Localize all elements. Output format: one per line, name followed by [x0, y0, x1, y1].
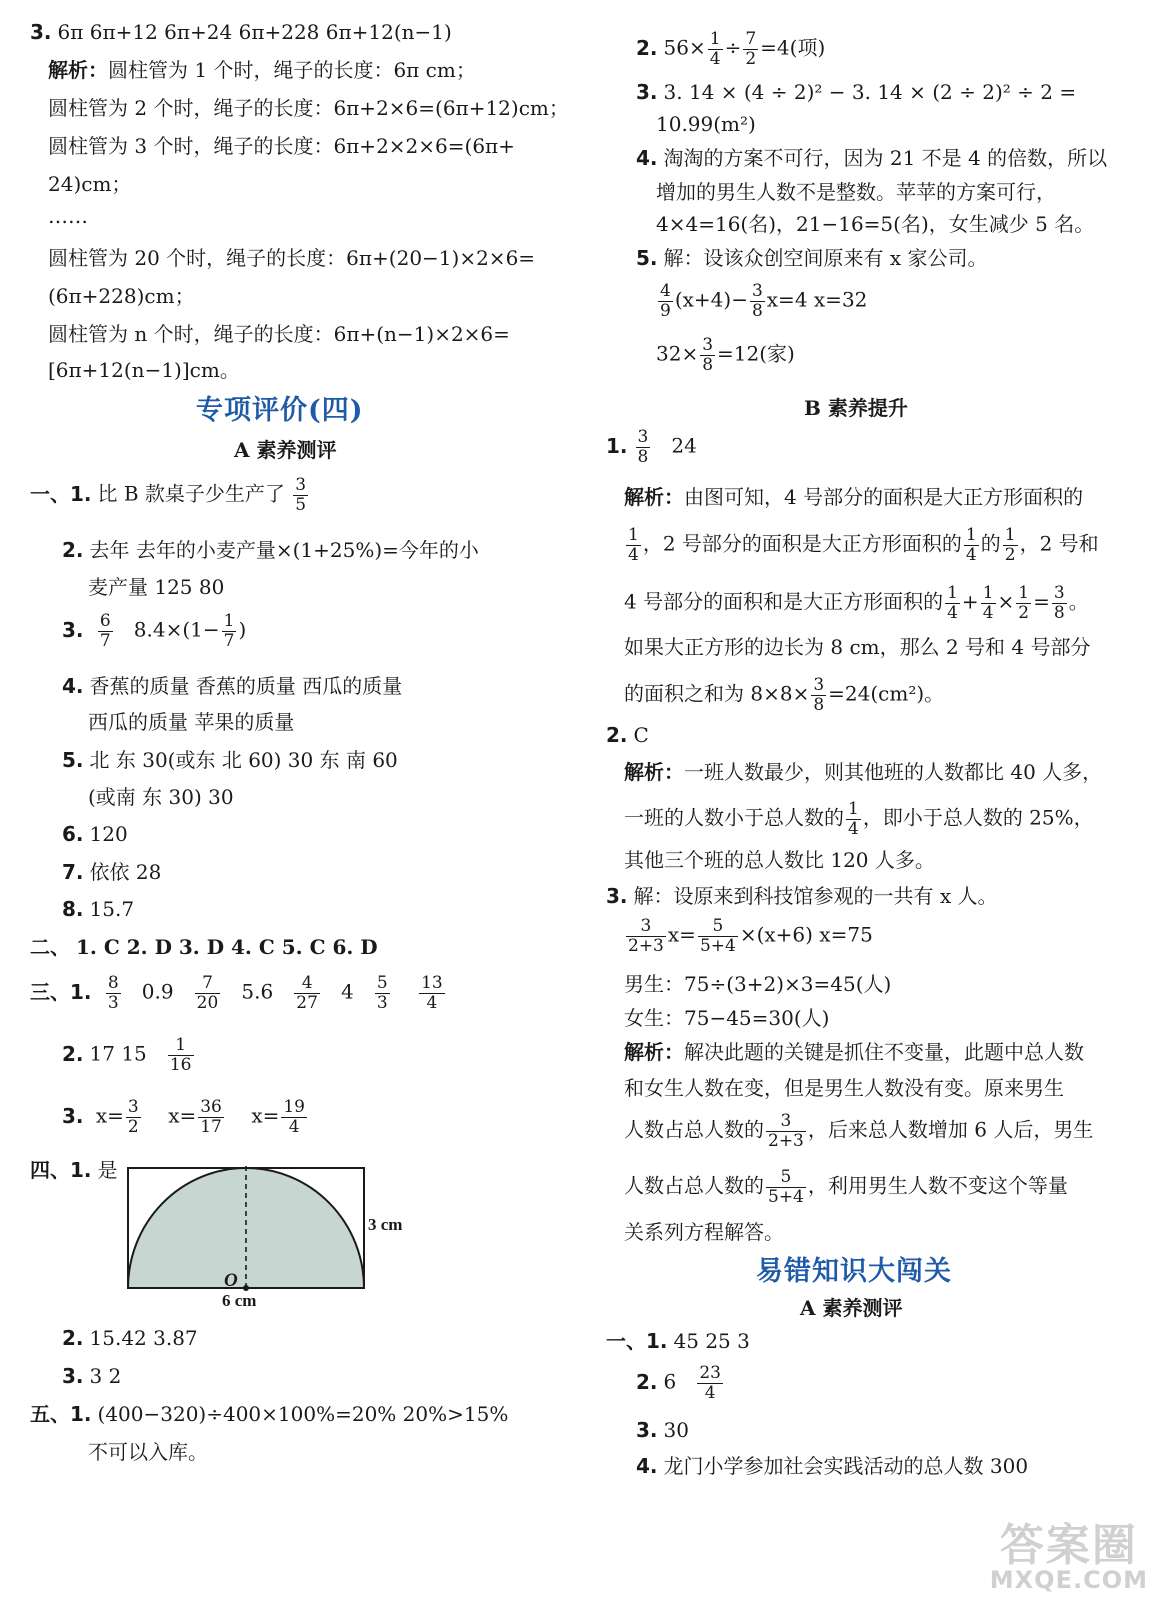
fraction: $\frac{1}{4}$ — [982, 583, 994, 623]
rb-q3-girls: 女生：75−45=30(人) — [624, 1006, 830, 1030]
rb-q3-analysis-3: 人数占总人数的 $\frac{3}{2+3}$ ，后来总人数增加 6 人后，男生 — [624, 1111, 1094, 1151]
part4-q1: 四、1. 是 — [30, 1158, 118, 1182]
fraction: $\frac{3}{5}$ — [295, 475, 307, 515]
fraction: $\frac{5}{5+4}$ — [699, 916, 736, 956]
part2-answers: 二、 1. C 2. D 3. D 4. C 5. C 6. D — [30, 935, 378, 959]
watermark-title: 答案圈 — [999, 1520, 1138, 1571]
fraction: $\frac{3}{8}$ — [1053, 583, 1065, 623]
fraction: $\frac{36}{17}$ — [200, 1097, 222, 1137]
fraction: $\frac{3}{8}$ — [637, 427, 649, 467]
rb-q1-analysis-3: 4 号部分的面积和是大正方形面积的 $\frac{1}{4}$ + $\frac{1}{4}$ × $\frac{1}{2}$ = $\frac{3}{8}$ 。 — [624, 583, 1089, 623]
part1-q5-line1: 5. 北 东 30(或东 北 60) 30 东 南 60 — [62, 748, 398, 772]
r-q3-line1: 3. 3. 14 × (4 ÷ 2)² − 3. 14 × (2 ÷ 2)² ÷ 2 = — [636, 80, 1077, 104]
rb-q1-analysis-4: 如果大正方形的边长为 8 cm，那么 2 号和 4 号部分 — [624, 635, 1091, 659]
part1-q1: 一、1. 比 B 款桌子少生产了 $\frac{3}{5}$ — [30, 475, 307, 515]
semicircle-figure — [110, 1160, 420, 1310]
rb-q3-analysis-4: 人数占总人数的 $\frac{5}{5+4}$ ，利用男生人数不变这个等量 — [624, 1167, 1068, 1207]
part3-q1: 三、1. $\frac{8}{3}$ 0.9 $\frac{7}{20}$ 5.6 $\frac{4}{27}$ 4 $\frac{5}{3}$ $\frac{13}{4}$ — [30, 973, 443, 1013]
rb-q1-analysis-5: 的面积之和为 8×8× $\frac{3}{8}$ =24(cm²)。 — [624, 675, 945, 715]
r-q5: 5. 解：设该众创空间原来有 x 家公司。 — [636, 246, 988, 270]
part1-q6: 6. 120 — [62, 822, 128, 846]
s-q1: 一、1. 45 25 3 — [606, 1329, 750, 1353]
r-q4-line3: 4×4=16(名)，21−16=5(名)，女生减少 5 名。 — [656, 212, 1095, 236]
q3-analysis-4: 24)cm； — [48, 172, 132, 196]
rb-q3-analysis-2: 和女生人数在变，但是男生人数没有变。原来男生 — [624, 1076, 1064, 1100]
part1-q4-line1: 4. 香蕉的质量 香蕉的质量 西瓜的质量 — [62, 674, 403, 698]
part1-q3: 3. $\frac{6}{7}$ 8.4×(1− $\frac{1}{7}$ ) — [62, 611, 247, 651]
q3-analysis-7: (6π+228)cm； — [48, 284, 195, 308]
fraction: $\frac{1}{4}$ — [947, 583, 958, 623]
q3-analysis-3: 圆柱管为 3 个时，绳子的长度：6π+2×2×6=(6π+ — [48, 134, 515, 158]
rb-q3-analysis-1: 解析：解决此题的关键是抓住不变量，此题中总人数 — [624, 1040, 1084, 1064]
b-subtitle: B 素养提升 — [804, 396, 908, 420]
figure-label-width: 6 cm — [222, 1291, 257, 1310]
fraction: $\frac{1}{4}$ — [965, 525, 977, 565]
q3-analysis-8: 圆柱管为 n 个时，绳子的长度：6π+(n−1)×2×6= — [48, 322, 510, 346]
part1-q4-line2: 西瓜的质量 苹果的质量 — [88, 710, 295, 734]
rb-q3: 3. 解：设原来到科技馆参观的一共有 x 人。 — [606, 884, 998, 908]
fraction: $\frac{4}{27}$ — [296, 973, 318, 1013]
a2-subtitle: A 素养测评 — [800, 1296, 903, 1320]
r-q2: 2. 56× $\frac{1}{4}$ ÷ $\frac{7}{2}$ =4(项) — [636, 29, 826, 69]
fraction: $\frac{1}{7}$ — [223, 611, 235, 651]
fraction: $\frac{6}{7}$ — [99, 611, 111, 651]
part1-q5-line2: (或南 东 30) 30 — [88, 785, 234, 809]
r-q4-line2: 增加的男生人数不是整数。苹苹的方案可行， — [656, 180, 1056, 204]
s-q2: 2. 6 $\frac{23}{4}$ — [636, 1363, 721, 1403]
fraction: $\frac{1}{4}$ — [628, 525, 639, 565]
rb-q2-analysis-1: 解析：一班人数最少，则其他班的人数都比 40 人多， — [624, 760, 1103, 784]
fraction: $\frac{3}{8}$ — [751, 281, 763, 321]
fraction: $\frac{3}{2+3}$ — [768, 1111, 804, 1151]
fraction: $\frac{1}{2}$ — [1004, 525, 1016, 565]
part5-q1-line2: 不可以入库。 — [88, 1440, 208, 1464]
r-q5-equation: $\frac{4}{9}$ (x+4)− $\frac{3}{8}$ x=4 x=32 — [660, 281, 868, 321]
fraction: $\frac{3}{2+3}$ — [628, 916, 664, 956]
fraction: $\frac{7}{2}$ — [745, 29, 757, 69]
fraction: $\frac{4}{9}$ — [660, 281, 671, 321]
rb-q1-analysis-1: 解析：由图可知，4 号部分的面积是大正方形面积的 — [624, 485, 1084, 509]
watermark — [989, 1520, 1148, 1594]
part1-q7: 7. 依依 28 — [62, 860, 162, 884]
fraction: $\frac{5}{5+4}$ — [768, 1167, 804, 1207]
fraction: $\frac{1}{16}$ — [169, 1035, 192, 1075]
part4-q2: 2. 15.42 3.87 — [62, 1326, 198, 1350]
q3-analysis-9: [6π+12(n−1)]cm。 — [48, 358, 240, 382]
fraction: $\frac{3}{8}$ — [702, 335, 714, 375]
fraction: $\frac{19}{4}$ — [283, 1097, 305, 1137]
q3-answer: 3. 6π 6π+12 6π+24 6π+228 6π+12(n−1) — [30, 20, 452, 44]
rb-q2-analysis-3: 其他三个班的总人数比 120 人多。 — [624, 848, 935, 872]
rb-q3-boys: 男生：75÷(3+2)×3=45(人) — [624, 972, 892, 996]
q3-analysis-2: 圆柱管为 2 个时，绳子的长度：6π+2×6=(6π+12)cm； — [48, 96, 569, 120]
part4-q3: 3. 3 2 — [62, 1364, 122, 1388]
part1-q8: 8. 15.7 — [62, 897, 135, 921]
s-q4: 4. 龙门小学参加社会实践活动的总人数 300 — [636, 1454, 1029, 1478]
part1-q2-line1: 2. 去年 去年的小麦产量×(1+25%)=今年的小 — [62, 538, 479, 562]
fraction: $\frac{1}{2}$ — [1018, 583, 1030, 623]
fraction: $\frac{23}{4}$ — [699, 1363, 721, 1403]
figure-label-height: 3 cm — [368, 1215, 403, 1234]
fraction: $\frac{5}{3}$ — [376, 973, 388, 1013]
part5-q1-line1: 五、1. (400−320)÷400×100%=20% 20%>15% — [30, 1402, 509, 1426]
fraction: $\frac{3}{8}$ — [813, 675, 825, 715]
section2-title: 易错知识大闯关 — [756, 1256, 952, 1287]
r-q3-line2: 10.99(m²) — [656, 112, 756, 136]
part1-q2-line2: 麦产量 125 80 — [88, 575, 225, 599]
figure-label-o: O — [224, 1270, 238, 1291]
part3-q2: 2. 17 15 $\frac{1}{16}$ — [62, 1035, 192, 1075]
section-title: 专项评价(四) — [196, 395, 364, 426]
rb-q2: 2. C — [606, 723, 649, 747]
fraction: $\frac{1}{4}$ — [709, 29, 721, 69]
rb-q1: 1. $\frac{3}{8}$ 24 — [606, 427, 697, 467]
part3-q3: 3. x= $\frac{3}{2}$ x= $\frac{36}{17}$ x= $\frac{19}{4}$ — [62, 1097, 305, 1137]
rb-q3-equation: $\frac{3}{2+3}$ x= $\frac{5}{5+4}$ ×(x+6) x=75 — [628, 916, 873, 956]
q3-analysis-5: …… — [48, 204, 88, 228]
rb-q3-analysis-5: 关系列方程解答。 — [624, 1220, 784, 1244]
q3-analysis-6: 圆柱管为 20 个时，绳子的长度：6π+(20−1)×2×6= — [48, 246, 536, 270]
fraction: $\frac{1}{4}$ — [848, 799, 859, 839]
rb-q2-analysis-2: 一班的人数小于总人数的 $\frac{1}{4}$ ，即小于总人数的 25%， — [624, 799, 1094, 839]
a-subtitle: A 素养测评 — [234, 438, 337, 462]
r-q5-result: 32× $\frac{3}{8}$ =12(家) — [656, 335, 795, 375]
fraction: $\frac{7}{20}$ — [196, 973, 219, 1013]
fraction: $\frac{3}{2}$ — [127, 1097, 139, 1137]
q3-analysis-1: 解析：圆柱管为 1 个时，绳子的长度：6π cm； — [48, 58, 476, 82]
r-q4-line1: 4. 淘淘的方案不可行，因为 21 不是 4 的倍数，所以 — [636, 146, 1108, 170]
fraction: $\frac{8}{3}$ — [107, 973, 119, 1013]
watermark-url: MXQE.COM — [989, 1566, 1148, 1594]
fraction: $\frac{13}{4}$ — [421, 973, 443, 1013]
rb-q1-analysis-2: $\frac{1}{4}$ ，2 号部分的面积是大正方形面积的 $\frac{1}{4}$ 的 $\frac{1}{2}$ ，2 号和 — [628, 525, 1099, 565]
s-q3: 3. 30 — [636, 1418, 689, 1442]
